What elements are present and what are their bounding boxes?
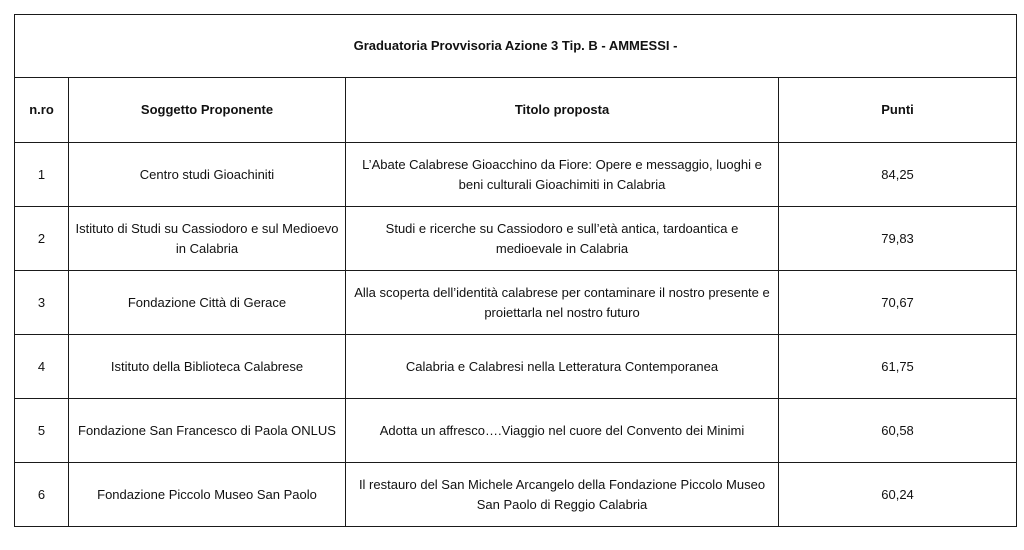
cell-soggetto: Fondazione Piccolo Museo San Paolo bbox=[69, 463, 346, 527]
cell-soggetto: Fondazione Città di Gerace bbox=[69, 271, 346, 335]
table-row bbox=[15, 463, 1017, 527]
table-row bbox=[15, 271, 1017, 335]
table-row bbox=[15, 143, 1017, 207]
cell-titolo: Studi e ricerche su Cassiodoro e sull’età antica, tardoantica e medioevale in Calabria bbox=[346, 207, 779, 271]
cell-punti: 84,25 bbox=[779, 143, 1017, 207]
header-n: n.ro bbox=[15, 78, 69, 143]
cell-punti: 61,75 bbox=[779, 335, 1017, 399]
ranking-table bbox=[14, 14, 1017, 527]
cell-titolo: Calabria e Calabresi nella Letteratura Contemporanea bbox=[346, 335, 779, 399]
table-row bbox=[15, 399, 1017, 463]
header-titolo: Titolo proposta bbox=[346, 78, 779, 143]
cell-soggetto: Fondazione San Francesco di Paola ONLUS bbox=[69, 399, 346, 463]
cell-punti: 60,24 bbox=[779, 463, 1017, 527]
cell-titolo: Il restauro del San Michele Arcangelo della Fondazione Piccolo Museo San Paolo di Reggio Calabria bbox=[346, 463, 779, 527]
table-title: Graduatoria Provvisoria Azione 3 Tip. B - AMMESSI - bbox=[15, 15, 1017, 78]
table-row bbox=[15, 335, 1017, 399]
cell-n: 2 bbox=[15, 207, 69, 271]
cell-n: 4 bbox=[15, 335, 69, 399]
cell-punti: 60,58 bbox=[779, 399, 1017, 463]
header-soggetto: Soggetto Proponente bbox=[69, 78, 346, 143]
cell-n: 1 bbox=[15, 143, 69, 207]
header-punti: Punti bbox=[779, 78, 1017, 143]
cell-n: 6 bbox=[15, 463, 69, 527]
cell-titolo: Adotta un affresco….Viaggio nel cuore del Convento dei Minimi bbox=[346, 399, 779, 463]
cell-soggetto: Istituto di Studi su Cassiodoro e sul Medioevo in Calabria bbox=[69, 207, 346, 271]
table-row bbox=[15, 207, 1017, 271]
cell-n: 3 bbox=[15, 271, 69, 335]
cell-soggetto: Centro studi Gioachiniti bbox=[69, 143, 346, 207]
cell-titolo: Alla scoperta dell’identità calabrese per contaminare il nostro presente e proiettarla nel nostro futuro bbox=[346, 271, 779, 335]
header-row bbox=[15, 78, 1017, 143]
cell-titolo: L’Abate Calabrese Gioacchino da Fiore: Opere e messaggio, luoghi e beni culturali Gioachimiti in Calabria bbox=[346, 143, 779, 207]
title-row bbox=[15, 15, 1017, 78]
cell-n: 5 bbox=[15, 399, 69, 463]
cell-punti: 79,83 bbox=[779, 207, 1017, 271]
cell-punti: 70,67 bbox=[779, 271, 1017, 335]
cell-soggetto: Istituto della Biblioteca Calabrese bbox=[69, 335, 346, 399]
